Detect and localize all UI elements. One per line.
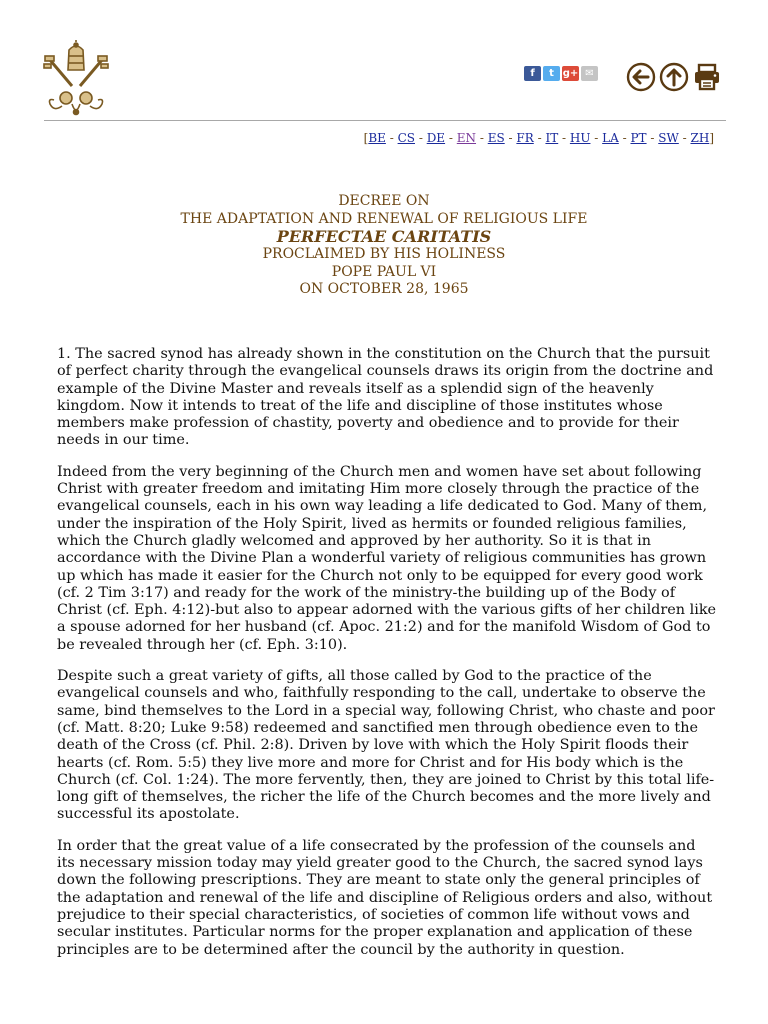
site-header: [0, 0, 768, 122]
page-navigation: [626, 62, 722, 92]
lang-sep: -: [618, 131, 631, 145]
lang-sep: -: [504, 131, 517, 145]
lang-sep: -: [445, 131, 457, 145]
header-divider: [44, 120, 726, 121]
lang-link-es[interactable]: ES: [487, 131, 505, 145]
lang-open-bracket: [: [363, 131, 369, 145]
lang-link-pt[interactable]: PT: [630, 131, 647, 145]
lang-link-de[interactable]: DE: [426, 131, 446, 145]
back-arrow-icon[interactable]: [626, 62, 656, 92]
lang-link-hu[interactable]: HU: [569, 131, 591, 145]
twitter-icon[interactable]: t: [543, 66, 560, 81]
lang-sep: -: [533, 131, 546, 145]
print-icon[interactable]: [692, 62, 722, 92]
google-plus-icon[interactable]: g+: [562, 68, 579, 79]
paragraph-2: Indeed from the very beginning of the Church men and women have set about following Christ with greater freedom and imitating Him more closely through the practice of the evangelical counsels, each in his own way leading a life dedicated to God. Many of them, under the inspiration of the Holy Spirit, lived as hermits or founded religious families, which the Church gladly welcomed and approved by her authority. So it is that in accordance with the Divine Plan a wonderful variety of religious communities has grown up which has made it easier for the Church not only to be equipped for every good work (cf. 2 Tim 3:17) and ready for the work of the ministry-the building up of the Body of Christ (cf. Eph. 4:12)-but also to appear adorned with the various gifts of her children like a spouse adorned for her husband (cf. Apoc. 21:2) and for the manifold Wisdom of God to be revealed through her (cf. Eph. 3:10).: [57, 463, 717, 653]
lang-sep: -: [678, 131, 691, 145]
title-line-decree: DECREE ON: [338, 193, 430, 209]
lang-sep: -: [646, 131, 659, 145]
paragraph-1: 1. The sacred synod has already shown in the constitution on the Church that the pursuit of perfect charity through the evangelical counsels draws its origin from the doctrine and example of the Divine Master and reveals itself as a splendid sign of the heavenly kingdom. Now it intends to treat of the life and discipline of those institutes whose members make profession of chastity, poverty and obedience and to provide for their needs in our time.: [57, 346, 714, 449]
up-arrow-icon[interactable]: [659, 62, 689, 92]
social-share-bar: [524, 66, 598, 81]
lang-link-cs[interactable]: CS: [397, 131, 415, 145]
lang-close-bracket: ]: [709, 131, 714, 145]
title-line-latin-name: PERFECTAE CARITATIS: [276, 227, 492, 247]
lang-link-fr[interactable]: FR: [516, 131, 534, 145]
lang-link-it[interactable]: IT: [545, 131, 559, 145]
email-icon[interactable]: ✉: [581, 66, 598, 81]
title-line-subject: THE ADAPTATION AND RENEWAL OF RELIGIOUS LIFE: [180, 210, 588, 227]
lang-sep: -: [385, 131, 398, 145]
lang-link-en[interactable]: EN: [456, 131, 477, 145]
document-title: [0, 193, 768, 299]
lang-link-la[interactable]: LA: [602, 131, 619, 145]
document-body: [57, 346, 717, 973]
title-line-pope: POPE PAUL VI: [331, 263, 437, 280]
papal-coat-of-arms-icon[interactable]: [42, 40, 110, 116]
title-line-date: ON OCTOBER 28, 1965: [299, 281, 469, 298]
paragraph-4: In order that the great value of a life consecrated by the profession of the counsels and its necessary mission today may yield greater good to the Church, the sacred synod lays down the following prescriptions. They are meant to state only the general principles of the adaptation and renewal of the life and discipline of Religious orders and also, without prejudice to their special characteristics, of societies of common life without vows and secular institutes. Particular norms for the proper explanation and application of these principles are to be determined after the council by the authority in question.: [57, 837, 713, 958]
paragraph-3: Despite such a great variety of gifts, all those called by God to the practice of the evangelical counsels and who, faithfully responding to the call, undertake to observe the same, bind themselves to the Lord in a special way, following Christ, who chaste and poor (cf. Matt. 8:20; Luke 9:58) redeemed and sanctified men through obedience even to the death of the Cross (cf. Phil. 2:8). Driven by love with which the Holy Spirit floods their hearts (cf. Rom. 5:5) they live more and more for Christ and for His body which is the Church (cf. Col. 1:24). The more fervently, then, they are joined to Christ by this total life-long gift of themselves, the richer the life of the Church becomes and the more lively and successful its apostolate.: [57, 668, 715, 823]
title-line-proclaimed: PROCLAIMED BY HIS HOLINESS: [262, 246, 506, 263]
facebook-icon[interactable]: f: [524, 66, 541, 81]
lang-link-be[interactable]: BE: [368, 131, 386, 145]
lang-sep: -: [590, 131, 603, 145]
language-selector: [364, 131, 714, 145]
lang-link-sw[interactable]: SW: [658, 131, 679, 145]
lang-link-zh[interactable]: ZH: [690, 131, 710, 145]
lang-sep: -: [415, 131, 427, 145]
lang-sep: -: [476, 131, 488, 145]
lang-sep: -: [558, 131, 570, 145]
